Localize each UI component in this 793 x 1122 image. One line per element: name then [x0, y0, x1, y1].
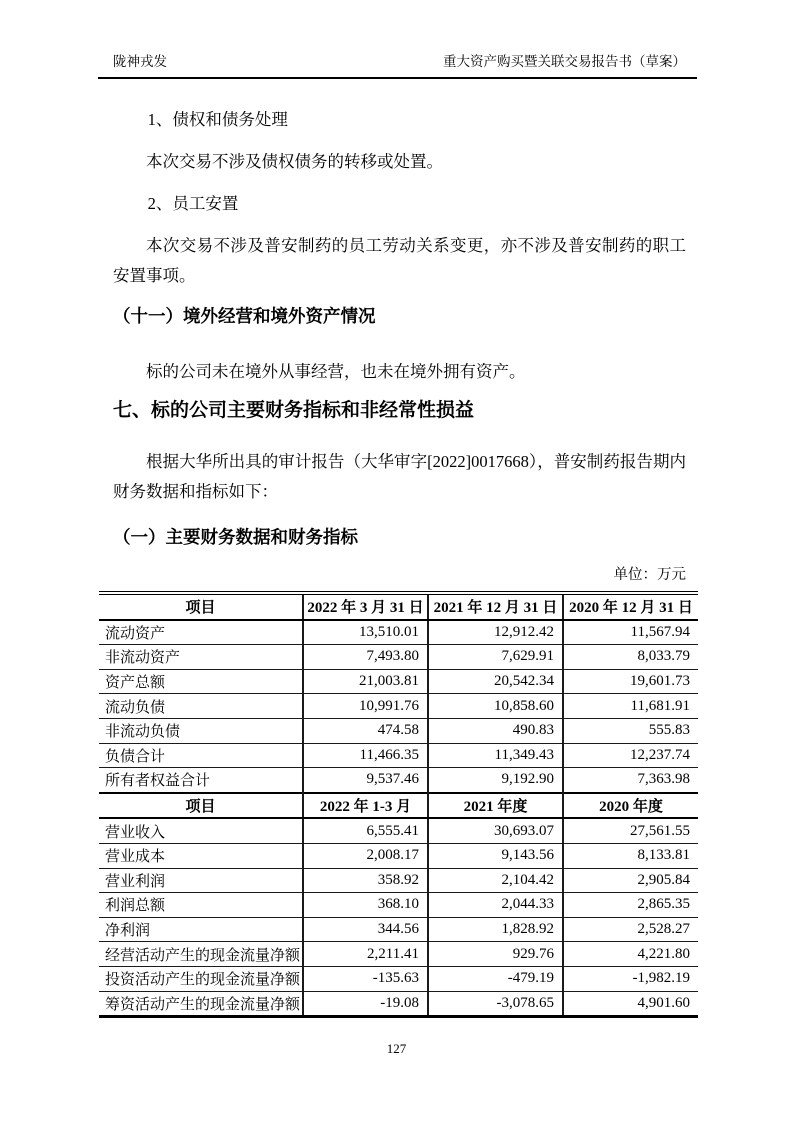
item1-title: 1、债权和债务处理	[147, 110, 288, 129]
table-row	[99, 818, 698, 843]
cell-value: 27,561.55	[563, 818, 698, 843]
cell-value: 9,192.90	[428, 768, 563, 793]
row-label: 非流动资产	[99, 645, 303, 670]
table-row	[99, 669, 698, 694]
cell-value: 19,601.73	[563, 669, 698, 694]
cell-value: 9,537.46	[303, 768, 428, 793]
row-label: 资产总额	[99, 669, 303, 694]
cell-value: 30,693.07	[428, 818, 563, 843]
row-label: 利润总额	[99, 893, 303, 918]
page-number: 127	[386, 1041, 407, 1056]
row-label: 营业利润	[99, 868, 303, 893]
row-label: 投资活动产生的现金流量净额	[99, 966, 303, 991]
col-header-item: 项目	[99, 793, 303, 819]
col-header-date-2021: 2021 年 12 月 31 日	[428, 595, 563, 620]
col-header-period-2020: 2020 年度	[563, 793, 698, 819]
cell-value: 11,567.94	[563, 620, 698, 645]
col-header-item: 项目	[99, 595, 303, 620]
row-label: 流动负债	[99, 694, 303, 719]
table-row	[99, 718, 698, 743]
cell-value: 490.83	[428, 718, 563, 743]
cell-value: 20,542.34	[428, 669, 563, 694]
running-header	[98, 54, 697, 79]
cell-value: 11,349.43	[428, 743, 563, 768]
cell-value: -19.08	[303, 991, 428, 1015]
section-11-heading: （十一）境外经营和境外资产情况	[113, 306, 376, 326]
balance-header-row	[99, 595, 698, 620]
cell-value: 12,237.74	[563, 743, 698, 768]
cell-value: 555.83	[563, 718, 698, 743]
table-row	[99, 991, 698, 1015]
cell-value: 21,003.81	[303, 669, 428, 694]
section-7-heading: 七、标的公司主要财务指标和非经常性损益	[113, 400, 475, 421]
cell-value: 4,901.60	[637, 994, 690, 1011]
table-row	[99, 843, 698, 868]
cell-value: -479.19	[428, 966, 563, 991]
cell-value: 9,143.56	[428, 843, 563, 868]
col-header-period-2021: 2021 年度	[428, 793, 563, 819]
financial-table	[99, 595, 698, 1015]
row-label: 净利润	[99, 917, 303, 942]
cell-value: 10,858.60	[428, 694, 563, 719]
item1-body: 本次交易不涉及债权债务的转移或处置。	[146, 152, 443, 171]
cell-value: 11,466.35	[303, 743, 428, 768]
income-header-row	[99, 793, 698, 819]
header-report-title: 重大资产购买暨关联交易报告书（草案）	[443, 54, 686, 69]
cell-value: 10,991.76	[303, 694, 428, 719]
cell-value: -1,982.19	[563, 966, 698, 991]
cell-value: 344.56	[303, 917, 428, 942]
row-label: 流动资产	[99, 620, 303, 645]
cell-value: 2,865.35	[563, 893, 698, 918]
item2-body: 本次交易不涉及普安制药的员工劳动关系变更，亦不涉及普安制药的职工安置事项。	[113, 236, 686, 285]
cell-value: -3,078.65	[428, 991, 563, 1015]
col-header-date-2022: 2022 年 3 月 31 日	[303, 595, 428, 620]
cell-value: 2,528.27	[563, 917, 698, 942]
financial-table-wrapper	[99, 591, 698, 1018]
cell-value: 13,510.01	[303, 620, 428, 645]
cell-value: 11,681.91	[563, 694, 698, 719]
cell-value: 4,221.80	[563, 942, 698, 967]
cell-value: 7,629.91	[428, 645, 563, 670]
cell-value: -135.63	[303, 966, 428, 991]
table-row	[99, 694, 698, 719]
row-label: 营业收入	[99, 818, 303, 843]
cell-value: 2,044.33	[428, 893, 563, 918]
table-row	[99, 743, 698, 768]
row-label: 筹资活动产生的现金流量净额	[99, 991, 303, 1015]
row-label: 所有者权益合计	[99, 768, 303, 793]
cell-value: 2,211.41	[303, 942, 428, 967]
header-company-name: 陇神戎发	[113, 54, 167, 69]
cell-value: 7,493.80	[303, 645, 428, 670]
cell-value: 6,555.41	[303, 818, 428, 843]
cell-value: 8,133.81	[563, 843, 698, 868]
row-label: 经营活动产生的现金流量净额	[99, 942, 303, 967]
subsection-1-heading: （一）主要财务数据和财务指标	[113, 527, 358, 547]
section-7-body: 根据大华所出具的审计报告（大华审字[2022]0017668），普安制药报告期内财务数据和指标如下：	[113, 452, 686, 501]
cell-value: 12,912.42	[428, 620, 563, 645]
table-row	[99, 893, 698, 918]
cell-value: 1,828.92	[428, 917, 563, 942]
row-label: 非流动负债	[99, 718, 303, 743]
row-label: 营业成本	[99, 843, 303, 868]
cell-value: 929.76	[428, 942, 563, 967]
table-row	[99, 868, 698, 893]
cell-value: 7,363.98	[563, 768, 698, 793]
row-label: 负债合计	[99, 743, 303, 768]
cell-value: 2,008.17	[303, 843, 428, 868]
col-header-period-2022: 2022 年 1-3 月	[303, 793, 428, 819]
table-unit-label: 单位：万元	[613, 567, 686, 583]
table-row	[99, 645, 698, 670]
table-row	[99, 620, 698, 645]
table-row	[99, 942, 698, 967]
table-row	[99, 917, 698, 942]
cell-value: 368.10	[303, 893, 428, 918]
cell-value: 2,104.42	[428, 868, 563, 893]
cell-value: 8,033.79	[563, 645, 698, 670]
table-row	[99, 966, 698, 991]
cell-value: 474.58	[303, 718, 428, 743]
cell-value: 2,905.84	[563, 868, 698, 893]
cell-value: 358.92	[303, 868, 428, 893]
col-header-date-2020: 2020 年 12 月 31 日	[563, 595, 698, 620]
section-11-body: 标的公司未在境外从事经营，也未在境外拥有资产。	[146, 362, 526, 381]
table-row	[99, 768, 698, 793]
item2-title: 2、员工安置	[147, 194, 239, 213]
